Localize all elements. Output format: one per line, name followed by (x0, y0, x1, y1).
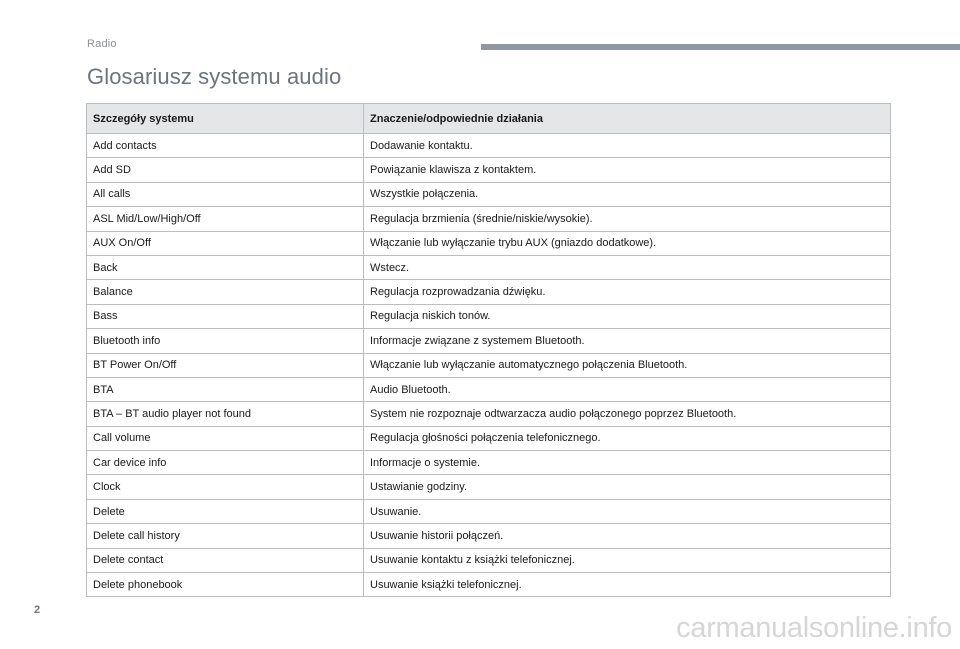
meaning-cell: Regulacja głośności połączenia telefonicznego. (364, 426, 891, 450)
meaning-cell: Usuwanie książki telefonicznej. (364, 573, 891, 597)
column-header-term: Szczegóły systemu (87, 104, 364, 134)
table-row (87, 182, 891, 206)
meaning-cell: Regulacja brzmienia (średnie/niskie/wysokie). (364, 207, 891, 231)
meaning-cell: Regulacja niskich tonów. (364, 304, 891, 328)
meaning-cell: Usuwanie kontaktu z książki telefonicznej. (364, 548, 891, 572)
term-cell: Back (87, 255, 364, 279)
table-row (87, 207, 891, 231)
table-row (87, 134, 891, 158)
term-cell: Add contacts (87, 134, 364, 158)
table-row (87, 304, 891, 328)
meaning-cell: Powiązanie klawisza z kontaktem. (364, 158, 891, 182)
meaning-cell: Włączanie lub wyłączanie automatycznego połączenia Bluetooth. (364, 353, 891, 377)
term-cell: Delete call history (87, 524, 364, 548)
table-row (87, 451, 891, 475)
section-label: Radio (87, 38, 117, 50)
term-cell: Add SD (87, 158, 364, 182)
term-cell: BTA (87, 377, 364, 401)
header-bar (481, 44, 960, 50)
table-row (87, 280, 891, 304)
meaning-cell: System nie rozpoznaje odtwarzacza audio połączonego poprzez Bluetooth. (364, 402, 891, 426)
term-cell: Car device info (87, 451, 364, 475)
table-row (87, 377, 891, 401)
watermark: carmanualsonline.info (676, 612, 952, 644)
term-cell: Delete contact (87, 548, 364, 572)
page-title: Glosariusz systemu audio (87, 64, 342, 89)
table-body (87, 134, 891, 597)
meaning-cell: Regulacja rozprowadzania dźwięku. (364, 280, 891, 304)
table-row (87, 158, 891, 182)
table-row (87, 524, 891, 548)
table-row (87, 499, 891, 523)
table-row (87, 353, 891, 377)
term-cell: Delete (87, 499, 364, 523)
term-cell: Balance (87, 280, 364, 304)
meaning-cell: Ustawianie godziny. (364, 475, 891, 499)
meaning-cell: Informacje o systemie. (364, 451, 891, 475)
term-cell: Bluetooth info (87, 329, 364, 353)
meaning-cell: Wszystkie połączenia. (364, 182, 891, 206)
meaning-cell: Wstecz. (364, 255, 891, 279)
term-cell: AUX On/Off (87, 231, 364, 255)
term-cell: Clock (87, 475, 364, 499)
meaning-cell: Informacje związane z systemem Bluetooth. (364, 329, 891, 353)
term-cell: BT Power On/Off (87, 353, 364, 377)
table-header-row (87, 104, 891, 134)
table-row (87, 426, 891, 450)
term-cell: Bass (87, 304, 364, 328)
term-cell: Delete phonebook (87, 573, 364, 597)
meaning-cell: Włączanie lub wyłączanie trybu AUX (gniazdo dodatkowe). (364, 231, 891, 255)
table-row (87, 402, 891, 426)
table-row (87, 548, 891, 572)
term-cell: All calls (87, 182, 364, 206)
column-header-meaning: Znaczenie/odpowiednie działania (364, 104, 891, 134)
meaning-cell: Audio Bluetooth. (364, 377, 891, 401)
term-cell: Call volume (87, 426, 364, 450)
meaning-cell: Dodawanie kontaktu. (364, 134, 891, 158)
term-cell: BTA – BT audio player not found (87, 402, 364, 426)
table-row (87, 475, 891, 499)
term-cell: ASL Mid/Low/High/Off (87, 207, 364, 231)
meaning-cell: Usuwanie historii połączeń. (364, 524, 891, 548)
table-row (87, 231, 891, 255)
meaning-cell: Usuwanie. (364, 499, 891, 523)
page-number: 2 (34, 604, 41, 616)
table-row (87, 329, 891, 353)
table-row (87, 573, 891, 597)
table-row (87, 255, 891, 279)
glossary-table (86, 103, 891, 597)
